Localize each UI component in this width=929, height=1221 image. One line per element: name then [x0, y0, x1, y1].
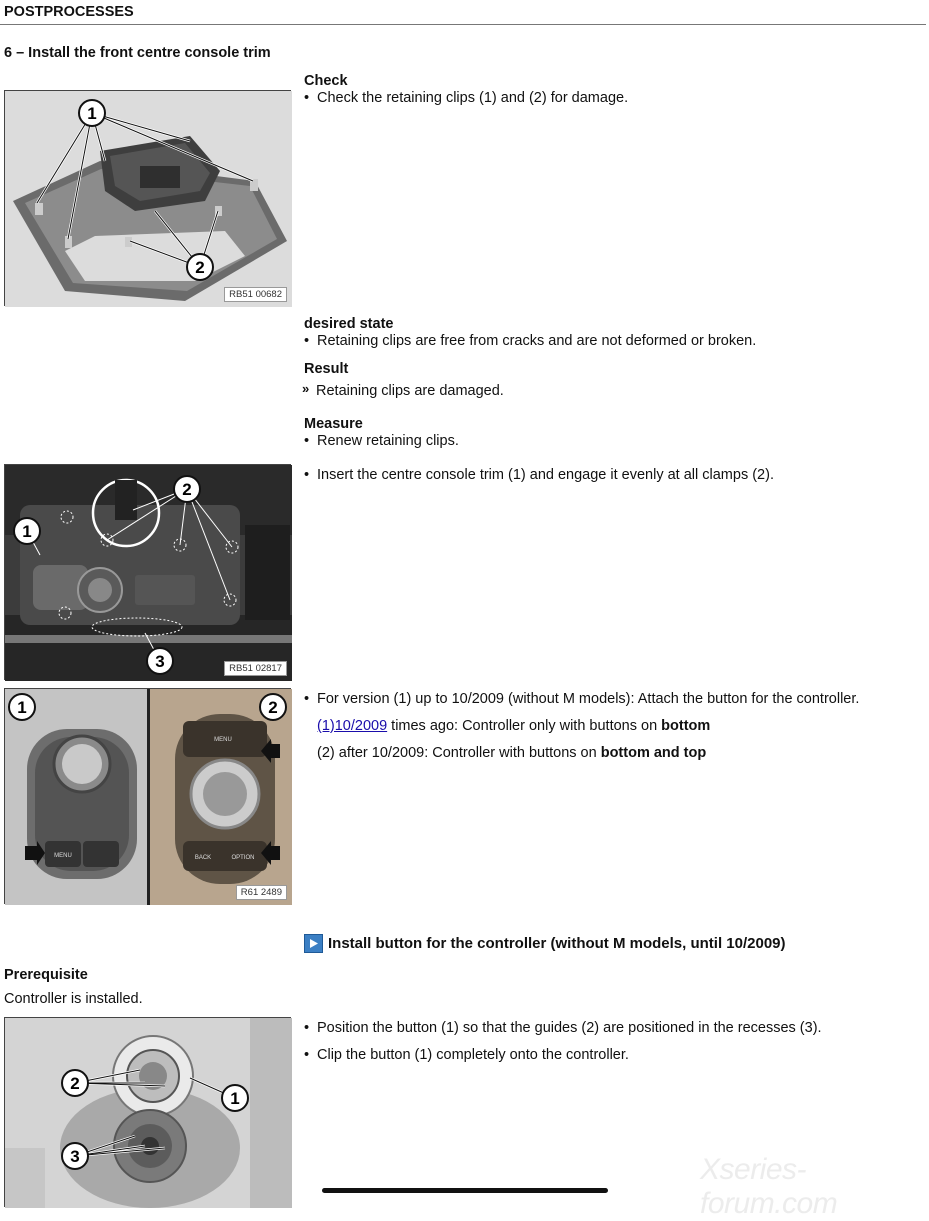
desired-state-label: desired state: [304, 316, 394, 332]
figure-console-trim: [4, 464, 291, 680]
result-label: Result: [304, 361, 349, 377]
menu-button-label-top: MENU: [214, 737, 232, 743]
play-icon: [304, 934, 323, 953]
watermark: Xseries-forum.com: [700, 1153, 838, 1220]
version-line-2-text: (2) after 10/2009: Controller with buttons on: [317, 745, 601, 761]
check-label: Check: [304, 73, 348, 89]
insert-item: • Insert the centre console trim (1) and engage it evenly at all clamps (2).: [304, 466, 904, 484]
callout-2: 2: [182, 480, 192, 499]
desired-state-item: • Retaining clips are free from cracks and are not deformed or broken.: [304, 332, 904, 350]
figure-button-guides: [4, 1017, 291, 1207]
callout-3: 3: [70, 1147, 80, 1166]
header-divider: [0, 24, 926, 25]
version-link[interactable]: (1)10/2009: [317, 718, 388, 734]
back-button-label: BACK: [194, 855, 212, 861]
result-text: Retaining clips are damaged.: [316, 383, 504, 399]
step-2: • Clip the button (1) completely onto the controller.: [304, 1046, 904, 1064]
steps-block: [304, 1019, 904, 1064]
page-header-title: POSTPROCESSES: [4, 4, 134, 20]
version-line-2: [304, 744, 924, 762]
version-line-2-bold: bottom and top: [600, 745, 707, 761]
check-block: [304, 73, 904, 107]
insert-block: [304, 466, 904, 484]
version-item: • For version (1) up to 10/2009 (without M models): Attach the button for the controller.: [304, 690, 924, 708]
procedure-link-text[interactable]: Install button for the controller (without M models, until 10/2009): [328, 935, 786, 952]
figure-controller-versions: [4, 688, 291, 904]
menu-button-label: MENU: [54, 853, 72, 859]
callout-2: 2: [195, 258, 205, 277]
callout-2: 2: [268, 698, 278, 717]
version-line-1-bold: bottom: [661, 718, 711, 734]
callout-2: 2: [70, 1074, 80, 1093]
prerequisite-label: Prerequisite: [4, 967, 88, 983]
figure-code: RB51 02817: [224, 661, 287, 676]
version-line-1: [304, 717, 924, 735]
option-button-label: OPTION: [231, 855, 255, 861]
prerequisite-text: Controller is installed.: [4, 991, 143, 1007]
result-block: [304, 361, 904, 400]
figure-code: RB51 00682: [224, 287, 287, 302]
callout-1: 1: [87, 104, 97, 123]
measure-block: [304, 416, 904, 450]
step-1: • Position the button (1) so that the guides (2) are positioned in the recesses (3).: [304, 1019, 904, 1037]
section-title: 6 – Install the front centre console trim: [4, 45, 271, 61]
measure-item: • Renew retaining clips.: [304, 432, 904, 450]
callout-1: 1: [22, 522, 32, 541]
callout-1: 1: [17, 698, 27, 717]
result-arrow-icon: »: [302, 381, 310, 396]
figure-code: R61 2489: [236, 885, 287, 900]
callout-1: 1: [230, 1089, 240, 1108]
procedure-link[interactable]: [304, 934, 786, 953]
callout-3: 3: [155, 652, 165, 671]
check-item: • Check the retaining clips (1) and (2) for damage.: [304, 89, 904, 107]
result-item: [304, 382, 904, 400]
version-block: [304, 690, 924, 762]
desired-state-block: [304, 316, 904, 350]
version-line-1-text: times ago: Controller only with buttons on: [387, 718, 662, 734]
home-indicator[interactable]: [322, 1188, 608, 1193]
measure-label: Measure: [304, 416, 363, 432]
figure-retaining-clips: [4, 90, 291, 306]
